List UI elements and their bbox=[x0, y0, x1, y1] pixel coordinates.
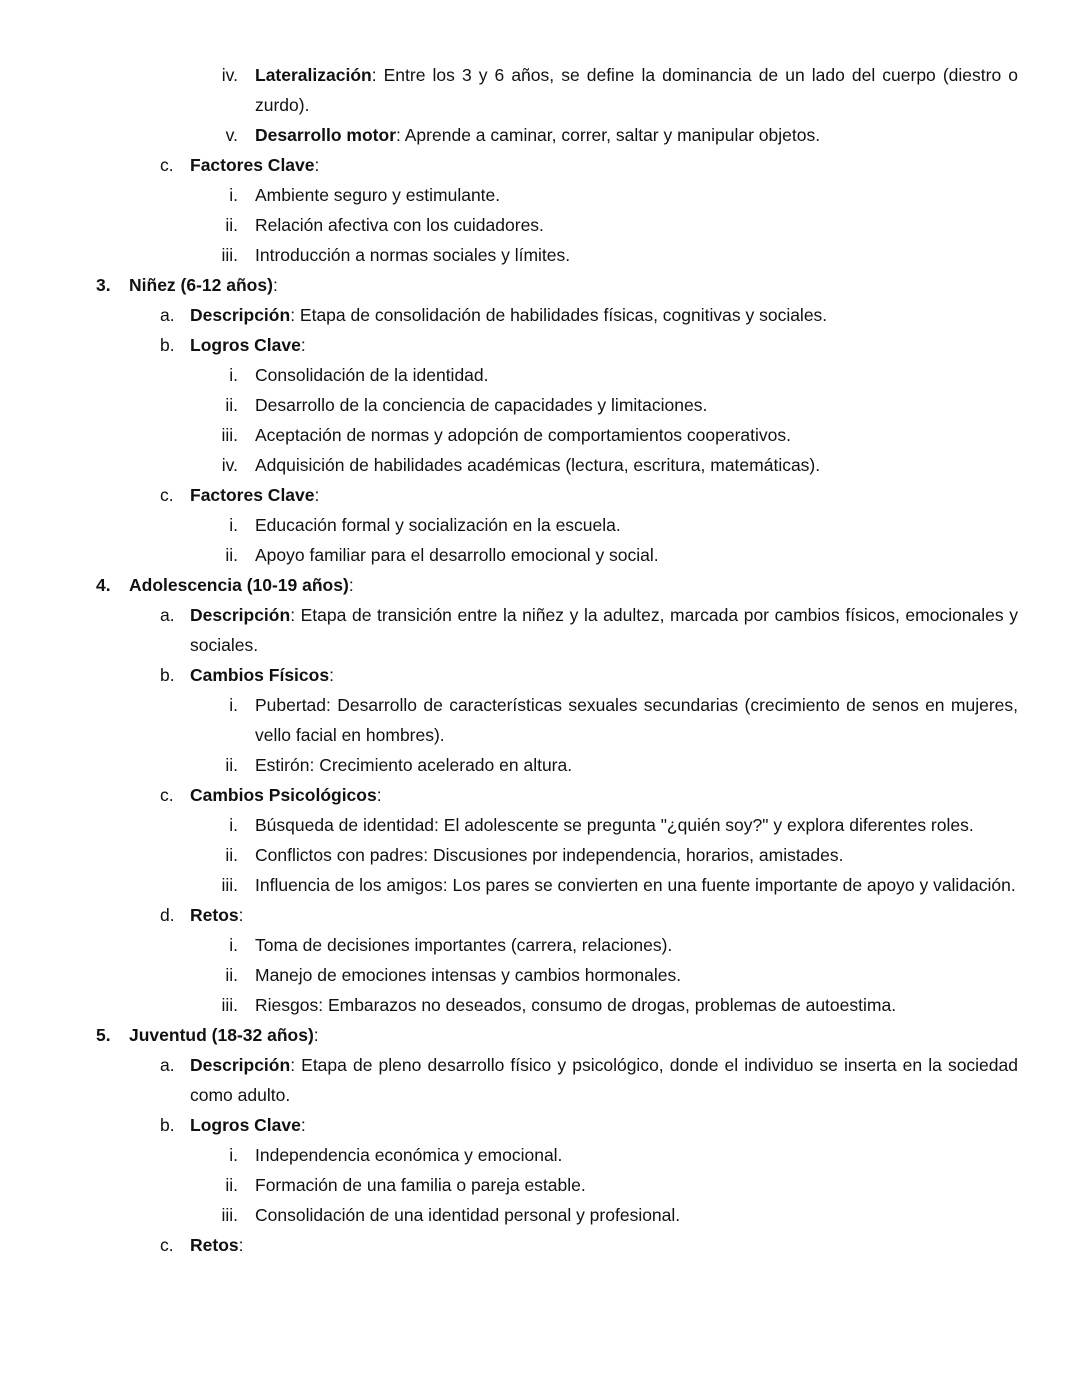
document-body bbox=[0, 60, 1080, 1260]
list-text: Factores Clave: bbox=[190, 485, 320, 505]
list-item bbox=[0, 360, 1080, 390]
list-text: Apoyo familiar para el desarrollo emocional y social. bbox=[255, 545, 659, 565]
list-text: Adolescencia (10-19 años): bbox=[129, 575, 354, 595]
list-marker: iii. bbox=[221, 425, 238, 445]
list-item bbox=[0, 900, 1080, 930]
list-item bbox=[0, 390, 1080, 420]
list-item bbox=[0, 570, 1080, 600]
list-text: Conflictos con padres: Discusiones por independencia, horarios, amistades. bbox=[255, 845, 844, 865]
list-item bbox=[0, 60, 1080, 120]
list-text: Independencia económica y emocional. bbox=[255, 1145, 563, 1165]
list-marker: i. bbox=[229, 695, 238, 715]
list-text: Ambiente seguro y estimulante. bbox=[255, 185, 501, 205]
list-item bbox=[0, 210, 1080, 240]
list-item bbox=[0, 1110, 1080, 1140]
list-marker: c. bbox=[160, 485, 174, 505]
list-marker: iii. bbox=[221, 1205, 238, 1225]
list-text: Logros Clave: bbox=[190, 335, 306, 355]
list-marker: a. bbox=[160, 305, 175, 325]
list-item bbox=[0, 450, 1080, 480]
list-text: Desarrollo motor: Aprende a caminar, correr, saltar y manipular objetos. bbox=[255, 125, 821, 145]
list-item bbox=[0, 1020, 1080, 1050]
list-marker: c. bbox=[160, 1235, 174, 1255]
list-marker: a. bbox=[160, 605, 175, 625]
list-marker: i. bbox=[229, 365, 238, 385]
list-item bbox=[0, 1230, 1080, 1260]
list-marker: ii. bbox=[225, 215, 238, 235]
list-text: Adquisición de habilidades académicas (lectura, escritura, matemáticas). bbox=[255, 455, 821, 475]
list-marker: ii. bbox=[225, 755, 238, 775]
list-text: Lateralización: Entre los 3 y 6 años, se define la dominancia de un lado del cuerpo (diestro o zurdo). bbox=[255, 65, 1018, 115]
list-marker: v. bbox=[225, 125, 238, 145]
list-text: Estirón: Crecimiento acelerado en altura. bbox=[255, 755, 573, 775]
list-marker: 5. bbox=[96, 1025, 111, 1045]
list-item bbox=[0, 660, 1080, 690]
list-marker: iii. bbox=[221, 875, 238, 895]
list-item bbox=[0, 480, 1080, 510]
list-marker: i. bbox=[229, 815, 238, 835]
list-text: Pubertad: Desarrollo de características sexuales secundarias (crecimiento de senos en mujeres, vello facial en hombres). bbox=[255, 695, 1018, 745]
list-item bbox=[0, 750, 1080, 780]
list-text: Formación de una familia o pareja estable. bbox=[255, 1175, 586, 1195]
list-item bbox=[0, 870, 1080, 900]
list-marker: b. bbox=[160, 335, 175, 355]
list-text: Educación formal y socialización en la escuela. bbox=[255, 515, 621, 535]
list-item bbox=[0, 420, 1080, 450]
list-marker: c. bbox=[160, 785, 174, 805]
list-text: Influencia de los amigos: Los pares se convierten en una fuente importante de apoyo y validación. bbox=[255, 875, 1016, 895]
list-text: Búsqueda de identidad: El adolescente se pregunta "¿quién soy?" y explora diferentes roles. bbox=[255, 815, 974, 835]
list-item bbox=[0, 780, 1080, 810]
list-text: Descripción: Etapa de transición entre la niñez y la adultez, marcada por cambios físicos, emocionales y sociales. bbox=[190, 605, 1018, 655]
list-marker: iv. bbox=[221, 65, 238, 85]
list-marker: a. bbox=[160, 1055, 175, 1075]
list-text: Logros Clave: bbox=[190, 1115, 306, 1135]
list-text: Retos: bbox=[190, 1235, 244, 1255]
list-marker: d. bbox=[160, 905, 175, 925]
list-marker: ii. bbox=[225, 1175, 238, 1195]
list-item bbox=[0, 540, 1080, 570]
list-text: Relación afectiva con los cuidadores. bbox=[255, 215, 544, 235]
list-item bbox=[0, 840, 1080, 870]
list-text: Aceptación de normas y adopción de comportamientos cooperativos. bbox=[255, 425, 791, 445]
list-item bbox=[0, 330, 1080, 360]
list-item bbox=[0, 240, 1080, 270]
list-marker: i. bbox=[229, 185, 238, 205]
list-text: Retos: bbox=[190, 905, 244, 925]
list-item bbox=[0, 930, 1080, 960]
list-item bbox=[0, 510, 1080, 540]
list-item bbox=[0, 960, 1080, 990]
list-marker: i. bbox=[229, 515, 238, 535]
list-text: Descripción: Etapa de consolidación de habilidades físicas, cognitivas y sociales. bbox=[190, 305, 828, 325]
list-marker: b. bbox=[160, 1115, 175, 1135]
list-marker: iii. bbox=[221, 245, 238, 265]
list-marker: ii. bbox=[225, 965, 238, 985]
list-item bbox=[0, 1200, 1080, 1230]
list-item bbox=[0, 1140, 1080, 1170]
list-item bbox=[0, 270, 1080, 300]
list-marker: iv. bbox=[221, 455, 238, 475]
list-marker: c. bbox=[160, 155, 174, 175]
list-marker: 3. bbox=[96, 275, 111, 295]
list-item bbox=[0, 180, 1080, 210]
list-item bbox=[0, 120, 1080, 150]
list-item bbox=[0, 810, 1080, 840]
list-text: Desarrollo de la conciencia de capacidades y limitaciones. bbox=[255, 395, 708, 415]
list-text: Manejo de emociones intensas y cambios hormonales. bbox=[255, 965, 682, 985]
list-text: Descripción: Etapa de pleno desarrollo físico y psicológico, donde el individuo se inserta en la sociedad como adulto. bbox=[190, 1055, 1018, 1105]
list-marker: iii. bbox=[221, 995, 238, 1015]
list-marker: i. bbox=[229, 935, 238, 955]
list-text: Toma de decisiones importantes (carrera, relaciones). bbox=[255, 935, 673, 955]
list-item bbox=[0, 150, 1080, 180]
list-text: Cambios Físicos: bbox=[190, 665, 334, 685]
list-text: Consolidación de la identidad. bbox=[255, 365, 489, 385]
list-text: Juventud (18-32 años): bbox=[129, 1025, 319, 1045]
list-marker: b. bbox=[160, 665, 175, 685]
list-item bbox=[0, 600, 1080, 660]
list-item bbox=[0, 1170, 1080, 1200]
list-marker: ii. bbox=[225, 545, 238, 565]
list-text: Factores Clave: bbox=[190, 155, 320, 175]
list-item bbox=[0, 300, 1080, 330]
list-text: Cambios Psicológicos: bbox=[190, 785, 382, 805]
list-item bbox=[0, 690, 1080, 750]
list-marker: ii. bbox=[225, 395, 238, 415]
list-item bbox=[0, 990, 1080, 1020]
list-marker: i. bbox=[229, 1145, 238, 1165]
list-marker: ii. bbox=[225, 845, 238, 865]
list-text: Riesgos: Embarazos no deseados, consumo de drogas, problemas de autoestima. bbox=[255, 995, 897, 1015]
list-item bbox=[0, 1050, 1080, 1110]
list-text: Niñez (6-12 años): bbox=[129, 275, 278, 295]
list-text: Consolidación de una identidad personal y profesional. bbox=[255, 1205, 681, 1225]
list-text: Introducción a normas sociales y límites. bbox=[255, 245, 571, 265]
list-marker: 4. bbox=[96, 575, 111, 595]
